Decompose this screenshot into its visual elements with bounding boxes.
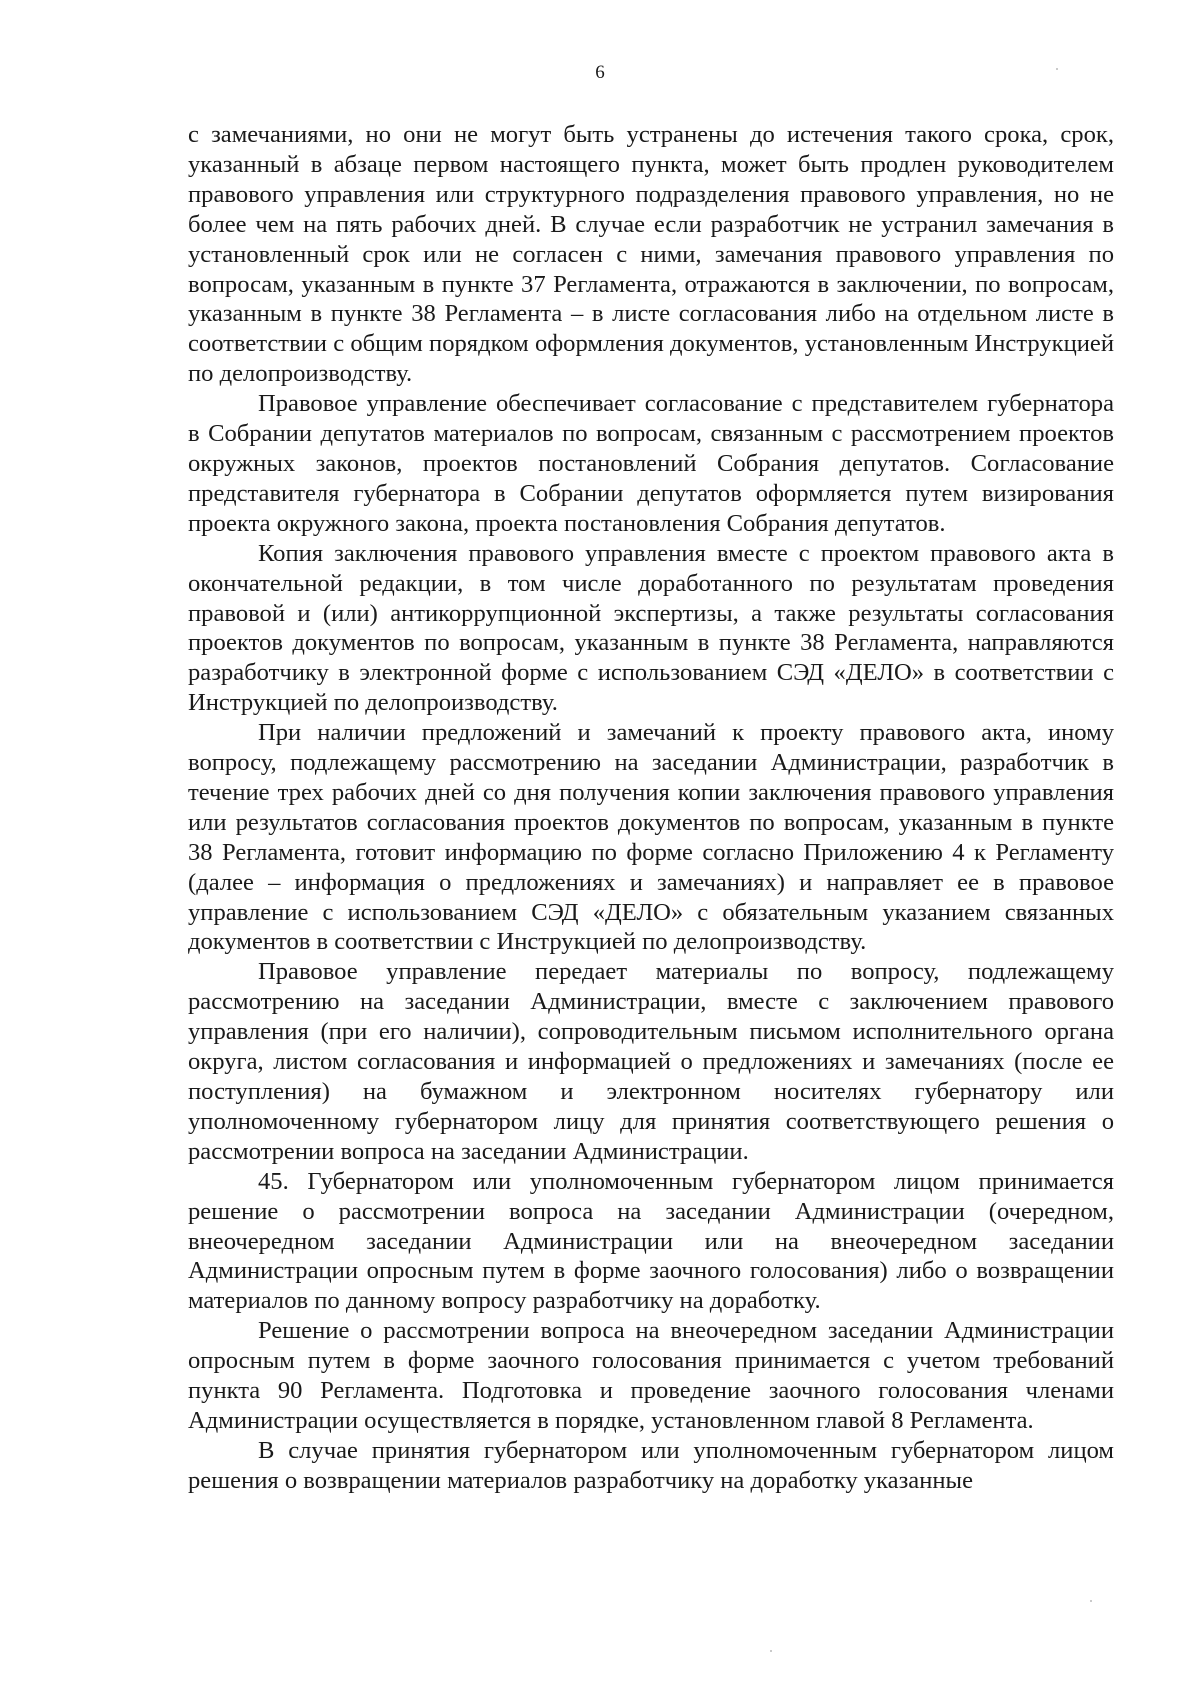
paragraph-conclusion-copy: Копия заключения правового управления вместе с проектом правового акта в окончательной редакции, в том числе доработанного по результатам проведения правовой и (или) антикоррупционной экспертизы, а также результаты согласования проектов документов по вопросам, указанным в пункте 38 Регламента, направляются разработчику в электронной форме с использованием СЭД «ДЕЛО» в соответствии с Инструкцией по делопроизводству. [188, 539, 1114, 717]
paragraph-legal-department-coordination: Правовое управление обеспечивает согласование с представителем губернатора в Собрании депутатов материалов по вопросам, связанным с рассмотрением проектов окружных законов, проектов постановлений Собрания депутатов. Согласование представителя губернатора в Собрании депутатов оформляется путем визирования проекта окружного закона, проекта постановления Собрания депутатов. [188, 390, 1114, 537]
paragraph-materials-transfer: Правовое управление передает материалы по вопросу, подлежащему рассмотрению на заседании Администрации, вместе с заключением правового управления (при его наличии), сопроводительным письмом исполнительного органа округа, листом согласования и информацией о предложениях и замечаниях (после ее поступления) на бумажном и электронном носителях губернатору или уполномоченному губернатором лицу для принятия соответствующего решения о рассмотрении вопроса на заседании Администрации. [188, 958, 1114, 1165]
document-body [188, 120, 1114, 1496]
paragraph-continuation: с замечаниями, но они не могут быть устранены до истечения такого срока, срок, указанный в абзаце первом настоящего пункта, может быть продлен руководителем правового управления или структурного подразделения правового управления, но не более чем на пять рабочих дней. В случае если разработчик не устранил замечания в установленный срок или не согласен с ними, замечания правового управления по вопросам, указанным в пункте 37 Регламента, отражаются в заключении, по вопросам, указанным в пункте 38 Регламента – в листе согласования либо на отдельном листе в соответствии с общим порядком оформления документов, установленным Инструкцией по делопроизводству. [188, 121, 1114, 388]
paragraph-proposals-and-remarks: При наличии предложений и замечаний к проекту правового акта, иному вопросу, подлежащему рассмотрению на заседании Администрации, разработчик в течение трех рабочих дней со дня получения копии заключения правового управления или результатов согласования проектов документов по вопросам, указанным в пункте 38 Регламента, готовит информацию по форме согласно Приложению 4 к Регламенту (далее – информация о предложениях и замечаниях) и направляет ее в правовое управление с использованием СЭД «ДЕЛО» с обязательным указанием связанных документов в соответствии с Инструкцией по делопроизводству. [188, 719, 1114, 956]
scan-speck [1090, 1600, 1092, 1602]
paragraph-return-for-revision: В случае принятия губернатором или уполномоченным губернатором лицом решения о возвращении материалов разработчику на доработку указанные [188, 1436, 1114, 1494]
paragraph-absentee-voting: Решение о рассмотрении вопроса на внеочередном заседании Администрации опросным путем в форме заочного голосования принимается с учетом требований пункта 90 Регламента. Подготовка и проведение заочного голосования членами Администрации осуществляется в порядке, установленном главой 8 Регламента. [188, 1317, 1114, 1434]
page-number: 6 [595, 62, 605, 83]
paragraph-item-45: 45. Губернатором или уполномоченным губернатором лицом принимается решение о рассмотрении вопроса на заседании Администрации (очередном, внеочередном заседании Администрации или на внеочередном заседании Администрации опросным путем в форме заочного голосования) либо о возвращении материалов по данному вопросу разработчику на доработку. [188, 1167, 1114, 1315]
scan-speck [1056, 68, 1058, 70]
scan-speck [770, 1650, 772, 1652]
